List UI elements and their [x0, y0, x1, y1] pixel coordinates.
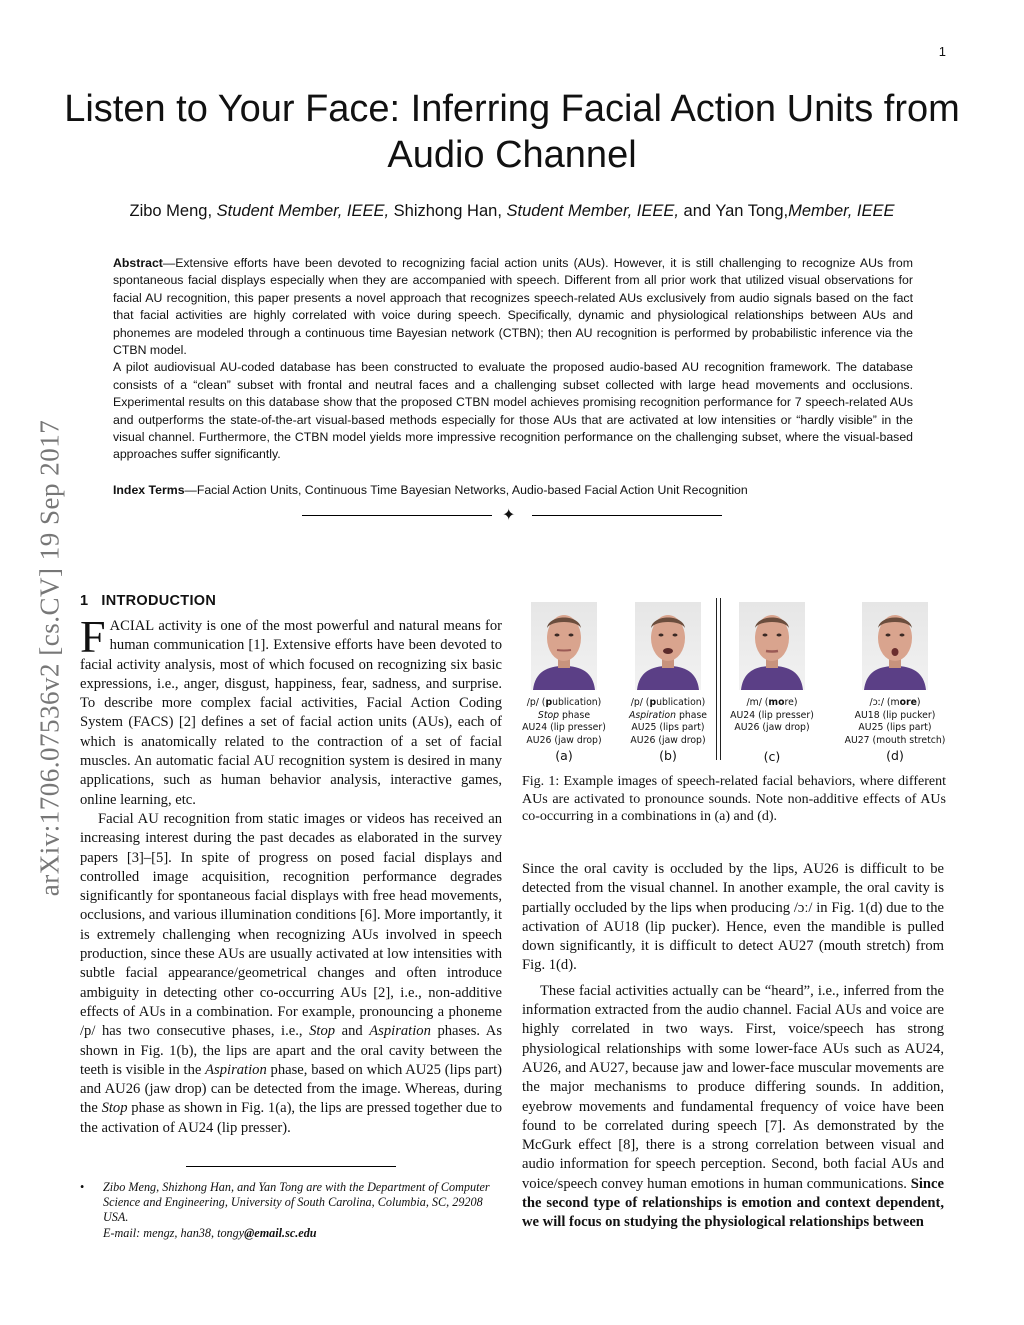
phoneme-text: /ɔː/ (m	[869, 697, 900, 708]
author-role: Student Member, IEEE,	[216, 202, 390, 220]
abstract-label: Abstract	[113, 256, 163, 270]
index-terms-text: Facial Action Units, Continuous Time Bayesian Networks, Audio-based Facial Action Unit Recognition	[196, 483, 748, 497]
figure-panel-c	[720, 596, 824, 764]
left-column	[80, 611, 503, 1138]
face-photo	[739, 602, 805, 690]
index-terms-label: Index Terms	[113, 483, 185, 497]
phoneme-bold: ore	[899, 697, 917, 708]
footnote-email	[103, 1226, 502, 1241]
phoneme-text: /p/ (	[526, 697, 546, 708]
italic-term: Stop	[101, 1100, 128, 1117]
figure-caption: Fig. 1: Example images of speech-related facial behaviors, where different AUs are activated to pronounce sounds. Note non-additive effects of AUs co-occurring in a combinations in (a) and (d).	[522, 774, 946, 824]
author-name: and Yan Tong,	[683, 202, 789, 220]
email-domain: @email.sc.edu	[244, 1225, 317, 1240]
abstract	[113, 255, 913, 464]
phoneme-text: re)	[784, 697, 798, 708]
au-label: AU25 (lips part)	[631, 722, 705, 733]
separator-star-icon: ✦	[502, 505, 516, 524]
figure-panel-d	[838, 596, 952, 763]
intro-paragraph	[80, 810, 502, 1138]
footnote-rule	[186, 1166, 396, 1167]
phoneme-text: )	[916, 697, 921, 708]
abstract-dash: —	[162, 256, 176, 270]
figure-divider	[716, 598, 717, 760]
footnote-affiliation: Zibo Meng, Shizhong Han, and Yan Tong are with the Department of Computer Science and Engineering, University of South Carolina, Columbia, SC, 29208 USA.	[103, 1180, 490, 1225]
panel-caption	[838, 697, 952, 747]
phase-suffix: phase	[559, 709, 591, 721]
author-role: Member, IEEE	[788, 202, 895, 220]
phoneme-text: ublication)	[552, 697, 602, 708]
intro-text: activity is one of the most powerful and natural means for human communication [1]. Extensive efforts have been devoted to facial activity analysis, most of which focused on recognizing six basic expressions, i.e., anger, disgust, happiness, fear, sadness, and surprise. To describe more complex facial activities, Facial Action Coding System (FACS) [2] defines a set of facial action units (AUs), each of which is anatomically related to the contraction of a set of facial muscles. An automatic facial AU recognition system is desired in many applications, such as human behavior analysis, interactive games, online learning, etc.	[80, 618, 502, 808]
abstract-paragraph: A pilot audiovisual AU-coded database has been constructed to evaluate the proposed audio-based AU recognition framework. The database consists of a “clean” subset with frontal and neutral faces and a challenging subset collected with large head movements and occlusions. Experimental results on this database show that the proposed CTBN model achieves promising recognition performance for 7 speech-related AUs and outperforms the state-of-the-art visual-based methods especially for those AUs that are activated at low intensities or “hardly visible” in the visual channel. Furthermore, the CTBN model yields more impressive recognition performance on the challenging subset, where the visual-based approaches suffer significantly.	[113, 360, 913, 462]
intro-text: phases. As shown in Fig. 1(b), the lips are apart and the oral cavity between the teeth is visible in the	[80, 1023, 502, 1078]
section-title: INTRODUCTION	[101, 593, 217, 609]
phase-name: Stop	[537, 709, 560, 721]
figure-panel-a	[512, 596, 616, 763]
separator-line-right	[532, 515, 722, 516]
phase-name: Aspiration	[628, 709, 676, 721]
body-paragraph: Since the oral cavity is occluded by the lips, AU26 is difficult to be detected from the visual channel. In another example, the oral cavity is partially occluded by the lips when producing /ɔː/ in Fig. 1(d) due to the activation of AU18 (lip pucker). Hence, even the mandible is pulled down significantly, it is difficult to detect AU27 (mouth stretch) from Fig. 1(d).	[522, 861, 944, 974]
author-name: Zibo Meng,	[129, 202, 213, 220]
page-number: 1	[938, 44, 946, 59]
figure-1	[520, 596, 948, 766]
section-number: 1	[80, 593, 89, 609]
italic-term: Aspiration	[205, 1061, 267, 1078]
panel-caption	[616, 697, 720, 747]
intro-paragraph	[80, 611, 502, 810]
author-line	[40, 202, 984, 221]
phoneme-bold: p	[545, 697, 553, 708]
smallcaps-word: ACIAL	[109, 618, 155, 634]
phoneme-text: /p/ (	[630, 697, 650, 708]
footnote-text	[103, 1180, 502, 1241]
au-label: AU26 (jaw drop)	[734, 722, 810, 733]
paper-title: Listen to Your Face: Inferring Facial Action Units from Audio Channel	[64, 88, 960, 176]
panel-caption	[720, 697, 824, 735]
phoneme-text: ublication)	[656, 697, 706, 708]
phoneme-bold: p	[649, 697, 657, 708]
panel-letter: (c)	[763, 748, 781, 764]
author-name: Shizhong Han,	[393, 202, 502, 220]
body-text: These facial activities actually can be “heard”, i.e., inferred from the information extracted from the audio channel. Facial AUs and voice are highly correlated in two ways. First, voice/speech has strong physiological relationships with some lower-face AUs such as AU24, AU26, and AU27, because jaw and lower-face muscular movements are the major mechanisms to produce differing sounds. In addition, eyebrow movements and fundamental frequency of voice have been found to be correlated during speech [7]. As demonstrated by the McGurk effect [8], there is a strong correlation between visual and audio information for speech perception. Second, both facial AUs and voice/speech convey human emotions in human communications.	[522, 982, 944, 1192]
au-label: AU26 (jaw drop)	[526, 734, 602, 746]
phase-suffix: phase	[676, 709, 708, 721]
phoneme-bold: mo	[768, 697, 785, 708]
abstract-text: Extensive efforts have been devoted to recognizing facial action units (AUs). However, it is still challenging to recognize AUs from spontaneous facial displays especially when they are accompanied with speech. Different from all prior work that utilized visual observations for facial AU recognition, this paper presents a novel approach that recognizes speech-related AUs exclusively from audio signals based on the fact that facial activities are highly correlated with voice during speech. Specifically, dynamic and physiological relationships between AUs and phonemes are modeled through a continuous time Bayesian network (CTBN); then AU recognition is performed by probabilistic inference via the CTBN model.	[113, 256, 913, 358]
panel-letter: (b)	[659, 748, 677, 763]
right-column	[522, 860, 944, 1233]
footnote-bullet: •	[80, 1180, 85, 1194]
face-photo	[531, 602, 597, 690]
italic-term: Stop	[309, 1023, 336, 1040]
arxiv-stamp: arXiv:1706.07536v2 [cs.CV] 19 Sep 2017	[34, 419, 65, 897]
author-role: Student Member, IEEE,	[506, 202, 679, 220]
section-heading	[80, 593, 216, 609]
panel-letter: (d)	[886, 748, 904, 763]
au-label: AU26 (jaw drop)	[630, 734, 706, 746]
face-photo	[862, 602, 928, 690]
phoneme-text: /m/ (	[746, 697, 769, 708]
footnote	[80, 1180, 502, 1241]
email-prefix: E-mail: mengz, han38, tongy	[103, 1225, 245, 1240]
au-label: AU24 (lip presser)	[522, 722, 606, 733]
face-photo	[635, 602, 701, 690]
separator-line-left	[302, 515, 492, 516]
dropcap: F	[80, 611, 106, 662]
italic-term: Aspiration	[369, 1023, 431, 1040]
intro-text: phase, based on which AU25 (lips part) and AU26 (jaw drop) can be detected from the image. Whereas, during the	[80, 1061, 503, 1117]
intro-text: phase as shown in Fig. 1(a), the lips are pressed together due to the activation of AU24 (lip presser).	[80, 1100, 502, 1136]
figure-panel-b	[616, 596, 720, 763]
intro-text: and	[335, 1023, 370, 1040]
intro-text: Facial AU recognition from static images or videos has received an increasing interest during the past decades as elaborated in the survey papers [3]–[5]. In spite of progress on posed facial displays and controlled image acquisition, recognition performance degrades significantly for spontaneous facial displays with free head movements, occlusions, and various illumination conditions [6]. More importantly, it is extremely challenging when recognizing AUs involved in speech production, since these AUs are usually activated at low intensities with subtle facial appearance/geometrical changes and often introduce ambiguity in detecting other co-occurring AUs [2], i.e., non-additive effects of AUs in a combination. For example, pronouncing a phoneme /p/ has two consecutive phases, i.e.,	[80, 810, 502, 1040]
au-label: AU25 (lips part)	[858, 722, 932, 733]
abstract-paragraph	[113, 255, 913, 359]
au-label: AU18 (lip pucker)	[854, 709, 936, 721]
au-label: AU24 (lip presser)	[730, 709, 814, 721]
index-terms-dash: —	[184, 483, 197, 497]
panel-caption	[512, 697, 616, 747]
index-terms	[113, 482, 913, 499]
panel-letter: (a)	[555, 748, 573, 763]
au-label: AU27 (mouth stretch)	[844, 734, 946, 746]
bold-text: Since the second type of relationships is emotion and context dependent, we will focus on studying the physiological relationships between	[522, 1175, 944, 1231]
body-paragraph	[522, 982, 944, 1233]
